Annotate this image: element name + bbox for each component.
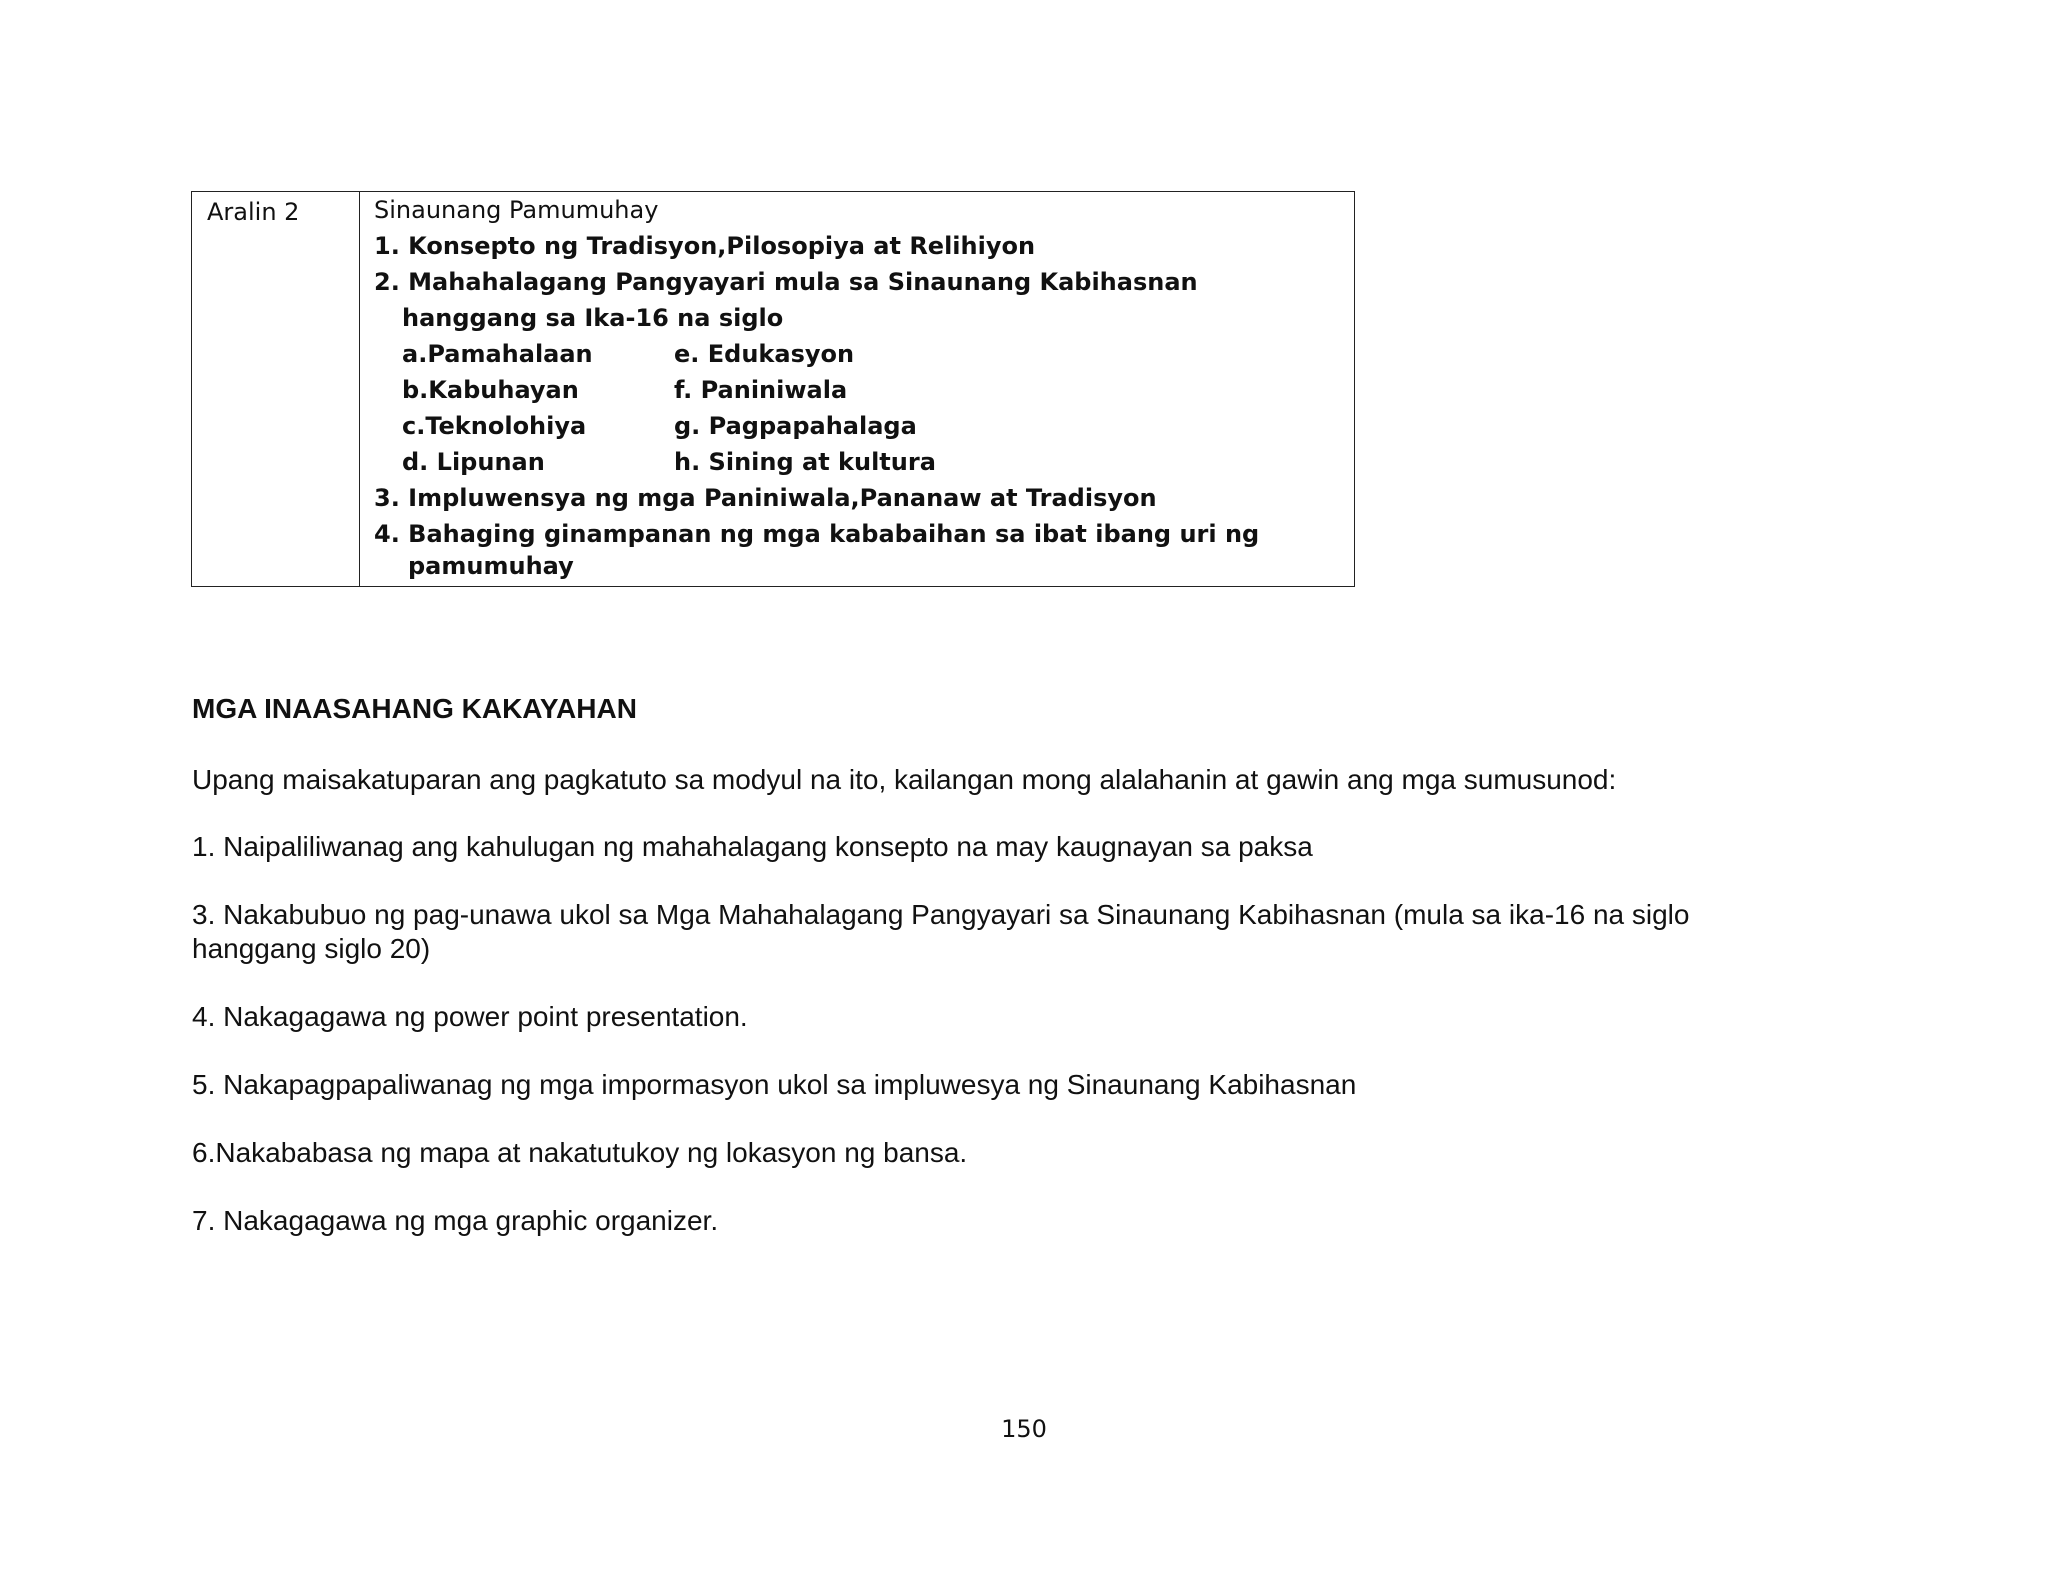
- subtopic-b: b.Kabuhayan: [402, 376, 579, 404]
- subtopic-c: c.Teknolohiya: [402, 412, 587, 440]
- competency-item-4: 4. Nakagagawa ng power point presentation.: [192, 1001, 748, 1032]
- topic-item-2-line-1: 2. Mahahalagang Pangyayari mula sa Sinaunang Kabihasnan: [374, 268, 1198, 296]
- subtopic-g: g. Pagpapahalaga: [674, 412, 917, 440]
- topic-item-2-line-2: hanggang sa Ika-16 na siglo: [402, 304, 784, 332]
- competency-item-3: 3. Nakabubuo ng pag-unawa ukol sa Mga Mahahalagang Pangyayari sa Sinaunang Kabihasnan (mula sa ika-16 na siglo hanggang siglo 20): [192, 899, 1690, 964]
- topic-item-3: 3. Impluwensya ng mga Paniniwala,Pananaw at Tradisyon: [374, 484, 1157, 512]
- competency-item-7: 7. Nakagagawa ng mga graphic organizer.: [192, 1205, 719, 1236]
- lesson-title: Sinaunang Pamumuhay: [374, 196, 659, 224]
- lesson-label-cell: [192, 192, 360, 586]
- subtopic-d: d. Lipunan: [402, 448, 545, 476]
- competency-item-6: 6.Nakababasa ng mapa at nakatutukoy ng lokasyon ng bansa.: [192, 1137, 968, 1168]
- lesson-label: Aralin 2: [207, 198, 300, 226]
- section-intro: Upang maisakatuparan ang pagkatuto sa modyul na ito, kailangan mong alalahanin at gawin ang mga sumusunod:: [192, 764, 1617, 795]
- topic-item-4-line-2: pamumuhay: [408, 552, 574, 580]
- topic-item-1: 1. Konsepto ng Tradisyon,Pilosopiya at Relihiyon: [374, 232, 1036, 260]
- lesson-table: [191, 191, 1355, 587]
- section-heading: MGA INAASAHANG KAKAYAHAN: [192, 693, 637, 724]
- subtopic-h: h. Sining at kultura: [674, 448, 936, 476]
- subtopic-a: a.Pamahalaan: [402, 340, 593, 368]
- competency-item-1: 1. Naipaliliwanag ang kahulugan ng mahahalagang konsepto na may kaugnayan sa paksa: [192, 831, 1313, 862]
- topic-item-4-line-1: 4. Bahaging ginampanan ng mga kababaihan sa ibat ibang uri ng: [374, 520, 1260, 548]
- page-number: 150: [1001, 1415, 1047, 1443]
- subtopic-e: e. Edukasyon: [674, 340, 855, 368]
- competency-item-5: 5. Nakapagpapaliwanag ng mga impormasyon ukol sa impluwesya ng Sinaunang Kabihasnan: [192, 1069, 1357, 1100]
- lesson-content-cell: [360, 192, 1354, 586]
- subtopic-f: f. Paniniwala: [674, 376, 848, 404]
